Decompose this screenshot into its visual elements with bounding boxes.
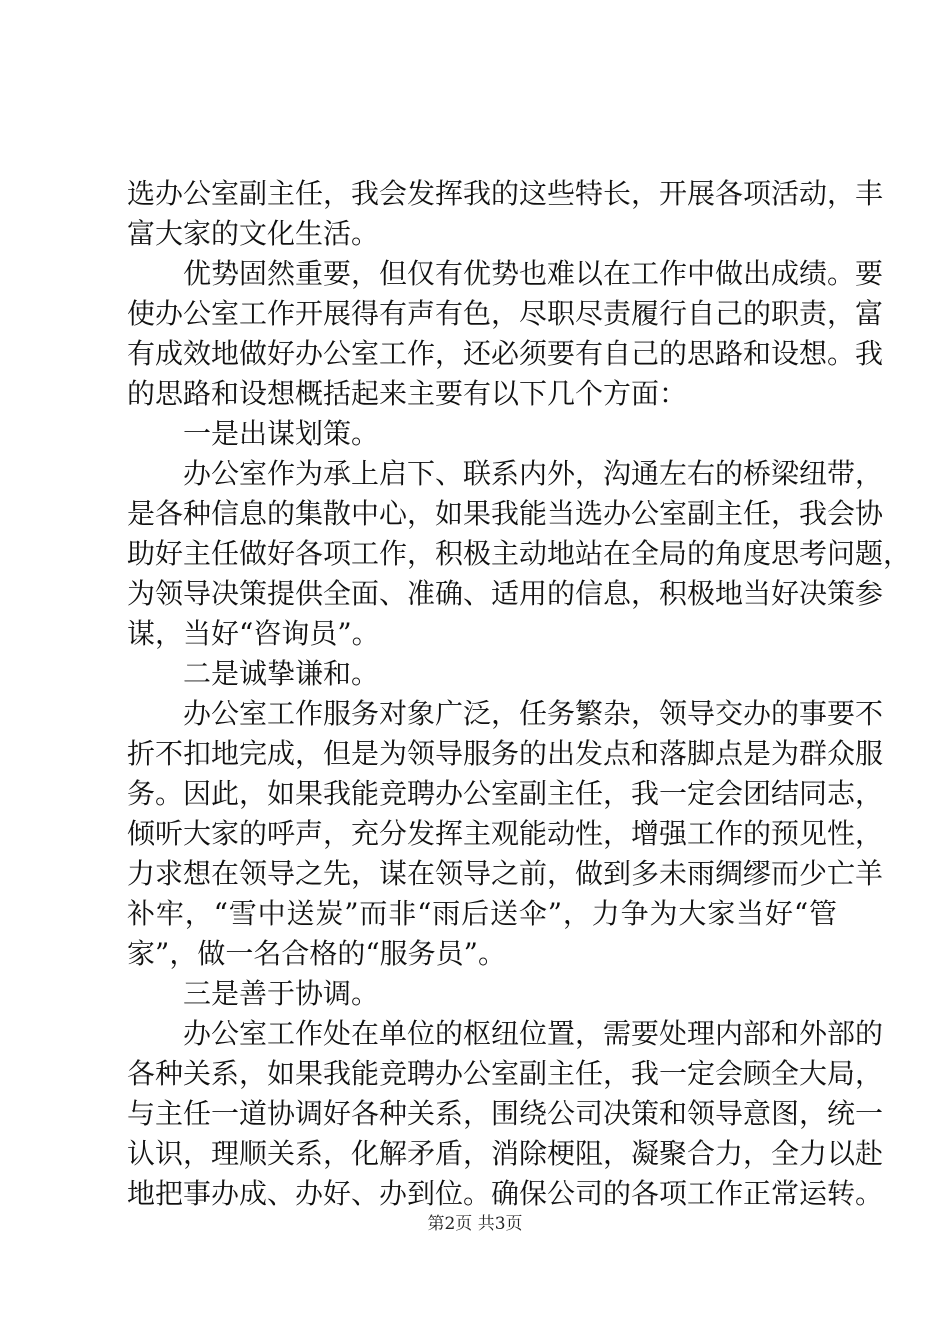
text-line: 与主任一道协调好各种关系，围绕公司决策和领导意图，统一 <box>127 1097 884 1130</box>
text-line: 的思路和设想概括起来主要有以下几个方面： <box>127 377 688 410</box>
text-line: 认识，理顺关系，化解矛盾，消除梗阻，凝聚合力，全力以赴 <box>127 1137 884 1170</box>
text-line: 家”，做一名合格的“服务员”。 <box>127 937 506 970</box>
page-number-footer: 第2页 共3页 <box>427 1214 523 1234</box>
text-line: 力求想在领导之先，谋在领导之前，做到多未雨绸缪而少亡羊 <box>127 857 884 890</box>
text-line: 各种关系，如果我能竞聘办公室副主任，我一定会顾全大局， <box>127 1057 884 1090</box>
text-line: 补牢，“雪中送炭”而非“雨后送伞”，力争为大家当好“管 <box>127 897 837 930</box>
text-line: 折不扣地完成，但是为领导服务的出发点和落脚点是为群众服 <box>127 737 884 770</box>
section-heading: 三是善于协调。 <box>183 977 380 1010</box>
text-line: 助好主任做好各项工作，积极主动地站在全局的角度思考问题， <box>127 537 912 570</box>
text-line: 使办公室工作开展得有声有色，尽职尽责履行自己的职责，富 <box>127 297 884 330</box>
text-line: 富大家的文化生活。 <box>127 217 380 250</box>
text-line: 办公室作为承上启下、联系内外，沟通左右的桥梁纽带， <box>183 457 884 490</box>
section-heading: 二是诚挚谦和。 <box>183 657 380 690</box>
section-heading: 一是出谋划策。 <box>183 417 380 450</box>
text-line: 是各种信息的集散中心，如果我能当选办公室副主任，我会协 <box>127 497 884 530</box>
text-line: 办公室工作处在单位的枢纽位置，需要处理内部和外部的 <box>183 1017 884 1050</box>
text-line: 优势固然重要，但仅有优势也难以在工作中做出成绩。要 <box>183 257 884 290</box>
text-line: 谋，当好“咨询员”。 <box>127 617 380 650</box>
text-line: 地把事办成、办好、办到位。确保公司的各项工作正常运转。 <box>127 1177 884 1210</box>
text-line: 有成效地做好办公室工作，还必须要有自己的思路和设想。我 <box>127 337 884 370</box>
text-line: 倾听大家的呼声，充分发挥主观能动性，增强工作的预见性， <box>127 817 884 850</box>
text-line: 为领导决策提供全面、准确、适用的信息，积极地当好决策参 <box>127 577 884 610</box>
text-line: 办公室工作服务对象广泛，任务繁杂，领导交办的事要不 <box>183 697 884 730</box>
text-line: 务。因此，如果我能竞聘办公室副主任，我一定会团结同志， <box>127 777 884 810</box>
text-line: 选办公室副主任，我会发挥我的这些特长，开展各项活动，丰 <box>127 177 884 210</box>
